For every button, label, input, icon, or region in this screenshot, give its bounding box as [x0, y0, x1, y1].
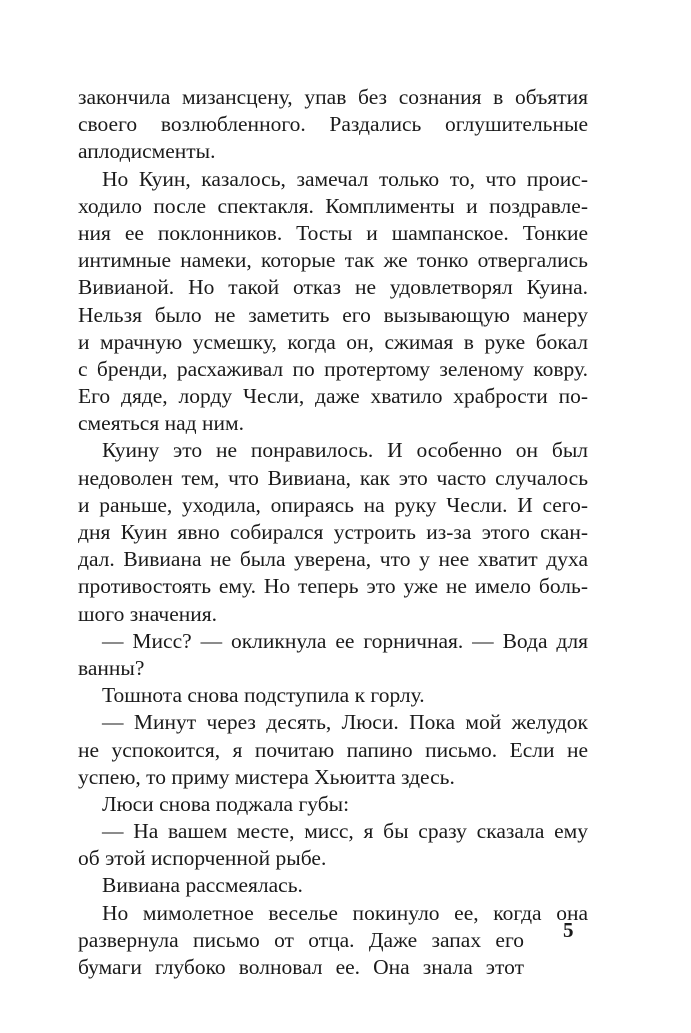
text-line: Нельзя было не заметить его вызывающую манеру [78, 302, 588, 327]
text-line: — Минут через десять, Люси. Пока мой желудок [102, 710, 588, 735]
text-line: ходило после спектакля. Комплименты и поздравле- [78, 193, 588, 218]
text-line: шого значения. [78, 601, 218, 626]
page-number: 5 [563, 918, 574, 942]
text-line: ванны? [78, 655, 145, 680]
text-line: — Мисс? — окликнула ее горничная. — Вода для [102, 628, 588, 653]
text-line: — На вашем месте, мисс, я бы сразу сказала ему [102, 819, 588, 844]
text-line: ния ее поклонников. Тосты и шампанское. Тонкие [78, 220, 588, 245]
text-line: не успокоится, я почитаю папино письмо. Если не [78, 737, 588, 762]
text-line: своего возлюбленного. Раздались оглушительные [78, 112, 588, 137]
text-line: дал. Вивиана не была уверена, что у нее хватит духа [78, 547, 588, 572]
text-line: Тошнота снова подступила к горлу. [102, 683, 425, 708]
text-line: недоволен тем, что Вивиана, как это часто случалось [78, 465, 588, 490]
text-line: противостоять ему. Но теперь это уже не имело боль- [78, 574, 588, 599]
text-line: с бренди, расхаживал по протертому зеленому ковру. [78, 356, 588, 381]
text-line: Люси снова поджала губы: [102, 791, 350, 816]
text-line: и раньше, уходила, опираясь на руку Чесли. И сего- [78, 492, 588, 517]
text-line: аплодисменты. [78, 139, 216, 164]
text-line: Его дяде, лорду Чесли, даже хватило храбрости по- [78, 384, 588, 409]
text-line: Но Куин, казалось, замечал только то, что проис- [102, 166, 588, 191]
text-line: смеяться над ним. [78, 411, 244, 436]
body-text [78, 84, 588, 981]
text-line: и мрачную усмешку, когда он, сжимая в руке бокал [78, 329, 588, 354]
text-line: об этой испорченной рыбе. [78, 846, 327, 871]
text-line: дня Куин явно собирался устроить из-за этого скан- [78, 520, 588, 544]
text-line: успею, то приму мистера Хьюитта здесь. [78, 764, 455, 789]
text-line: интимные намеки, которые так же тонко отвергались [78, 248, 588, 273]
text-line: развернула письмо от отца. Даже запах его [78, 927, 524, 952]
text-line: Но мимолетное веселье покинуло ее, когда она [102, 900, 588, 925]
text-line: закончила мизансцену, упав без сознания в объятия [78, 85, 588, 109]
text-line: бумаги глубоко волновал ее. Она знала этот [78, 955, 524, 979]
text-line: Куину это не понравилось. И особенно он был [102, 438, 588, 463]
text-line: Вивиана рассмеялась. [102, 873, 303, 898]
text-line: Вивианой. Но такой отказ не удовлетворял Куина. [78, 275, 588, 300]
